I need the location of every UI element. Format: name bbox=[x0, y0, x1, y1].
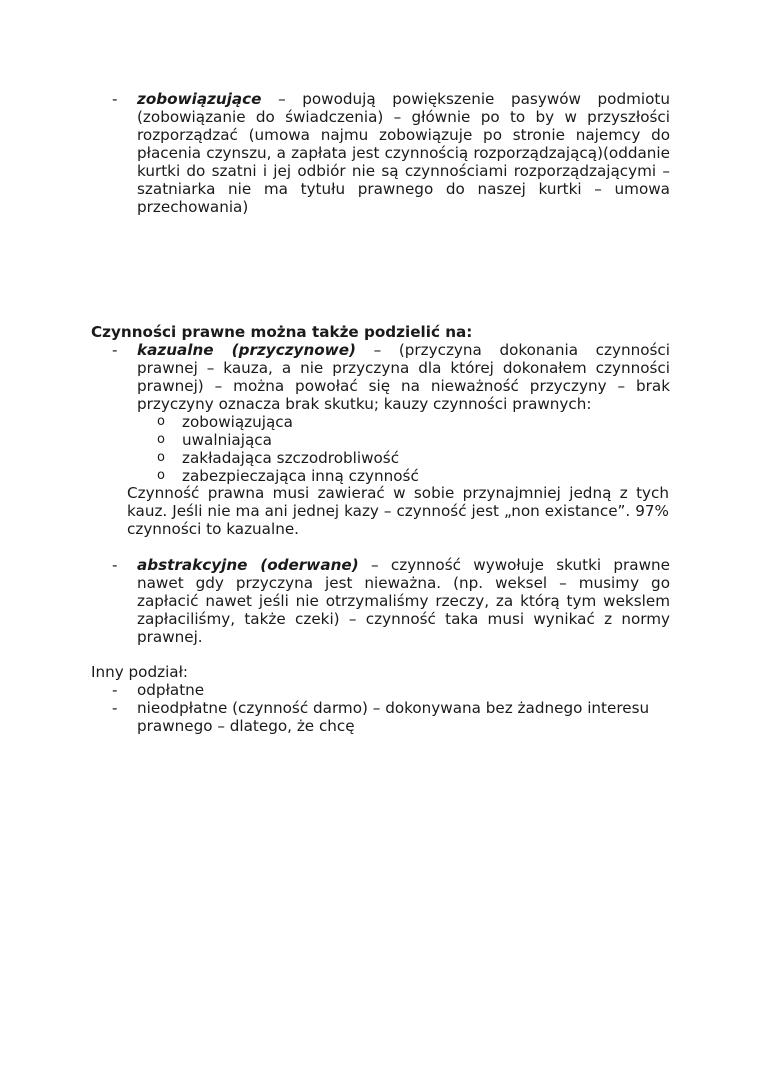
term-zobowiazujace: zobowiązujące bbox=[137, 90, 262, 108]
description-kazualne: – (przyczyna dokonania czynności prawnej – kauza, a nie przyczyna dla której dokonałem czynności prawnej) – można powołać się na nieważność przyczyny – brak przyczyny oznacza brak skutku; kauzy czynności prawnych: bbox=[137, 341, 670, 413]
circle-bullet-icon: o bbox=[157, 432, 165, 447]
section-heading-inny-podzial: Inny podział: bbox=[91, 663, 189, 681]
list-item-text: nieodpłatne (czynność darmo) – dokonywana bez żadnego interesu prawnego – dlatego, że chcę bbox=[137, 699, 650, 735]
kauza-label: zabezpieczająca inną czynność bbox=[182, 467, 419, 485]
kauza-label: uwalniająca bbox=[182, 431, 272, 449]
dash-bullet: - bbox=[112, 90, 118, 108]
kauza-label: zakładająca szczodrobliwość bbox=[182, 449, 400, 467]
circle-bullet-icon: o bbox=[157, 414, 165, 429]
circle-bullet-icon: o bbox=[157, 468, 165, 483]
list-item-text: odpłatne bbox=[137, 681, 205, 699]
dash-bullet: - bbox=[112, 341, 118, 359]
description-zobowiazujace: – powodują powiększenie pasywów podmiotu (zobowiązanie do świadczenia) – głównie po to by w przyszłości rozporządzać (umowa najmu zobowiązuje po stronie najemcy do płacenia czynszu, a zapłata jest czynnością rozporządzającą)(oddanie kurtki do szatni i jej odbiór nie są czynnościami rozporządzającymi – szatniarka nie ma tytułu prawnego do naszej kurtki – umowa przechowania) bbox=[137, 90, 670, 216]
term-abstrakcyjne: abstrakcyjne (oderwane) bbox=[137, 556, 359, 574]
list-item bbox=[157, 449, 457, 467]
description-abstrakcyjne: – czynność wywołuje skutki prawne nawet gdy przyczyna jest nieważna. (np. weksel – musimy go zapłacić nawet jeśli nie otrzymaliśmy rzeczy, za którą tym wekslem zapłaciliśmy, także czeki) – czynność taka musi wynikać z normy prawnej. bbox=[137, 556, 670, 646]
kauzy-list bbox=[157, 413, 457, 485]
list-item bbox=[157, 431, 457, 449]
kauzy-note: Czynność prawna musi zawierać w sobie przynajmniej jedną z tych kauz. Jeśli nie ma ani jednej kazy – czynność jest „non existance”. 97% czynności to kazualne. bbox=[127, 484, 669, 538]
list-item bbox=[157, 413, 457, 431]
dash-bullet: - bbox=[112, 556, 118, 574]
dash-bullet: - bbox=[112, 681, 118, 699]
list-item-text bbox=[137, 90, 670, 216]
list-item bbox=[157, 467, 457, 485]
dash-bullet: - bbox=[112, 699, 118, 717]
circle-bullet-icon: o bbox=[157, 450, 165, 465]
list-item-text bbox=[137, 341, 670, 413]
kauza-label: zobowiązująca bbox=[182, 413, 293, 431]
list-item-text bbox=[137, 556, 670, 646]
section-heading-podzial: Czynności prawne można także podzielić na: bbox=[91, 323, 473, 341]
term-kazualne: kazualne (przyczynowe) bbox=[137, 341, 356, 359]
